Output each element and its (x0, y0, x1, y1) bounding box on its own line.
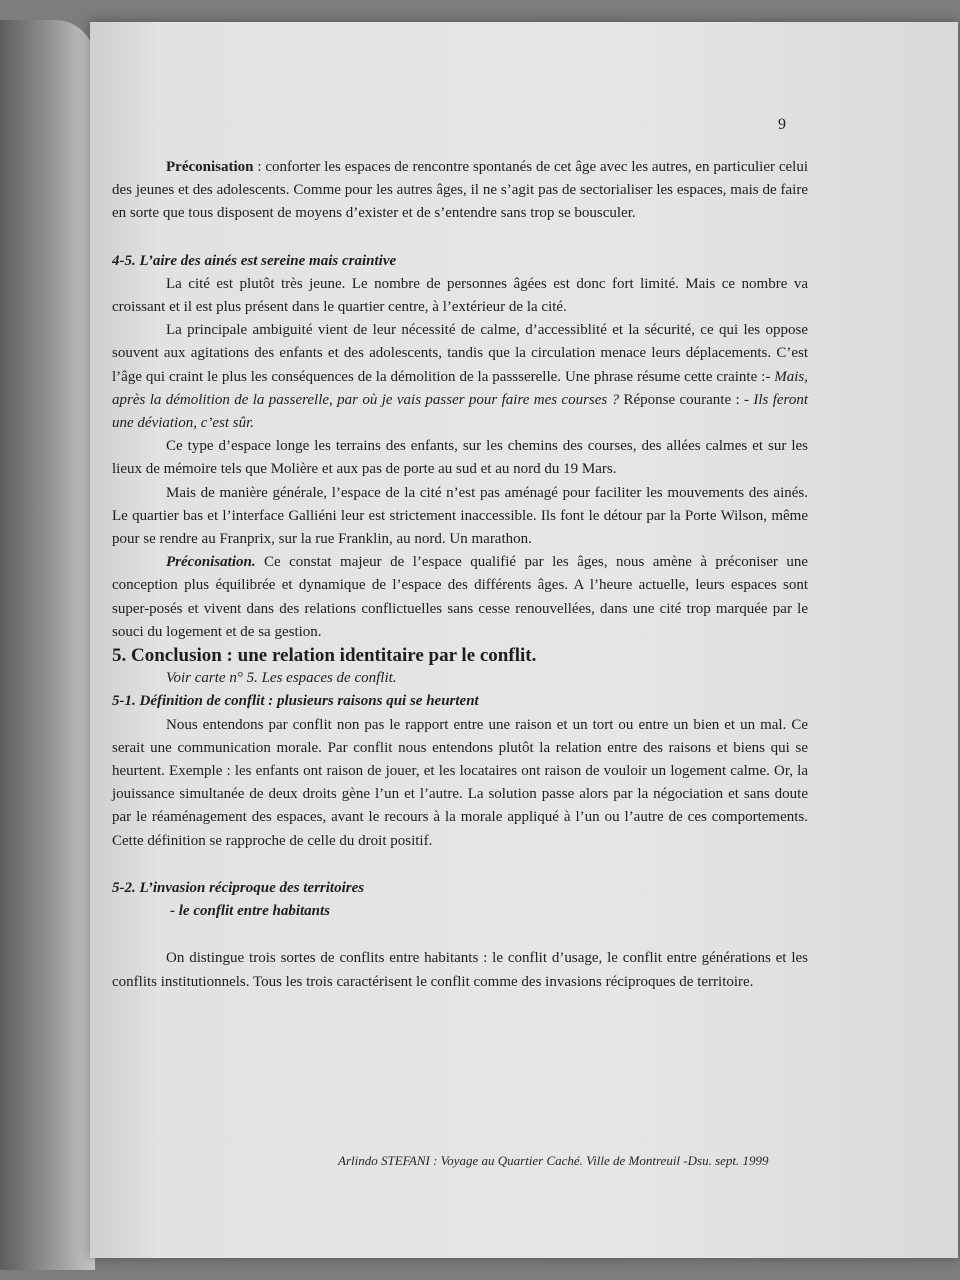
section-5-2-bullet: - le conflit entre habitants (170, 903, 331, 920)
para2-reply: Réponse courante : - (619, 391, 754, 408)
section-4-5-paragraph-2 (112, 319, 808, 435)
section-5-2-paragraph: On distingue trois sortes de conflits entre habitants : le conflit d’usage, le conflit entre générations et les conflits institutionnels. Tous les trois caractérisent le conflit comme des invasions réciproques de territoire. (112, 950, 808, 990)
preconisation-text: : conforter les espaces de rencontre spontanés de cet âge avec les autres, en particulier celui des jeunes et des adolescents. Comme pour les autres âges, il ne s’agit pas de sectorialiser les espaces, mais de faire en sorte que tous disposent de moyens d’exister et de s’entendre sans trop se bousculer. (112, 159, 808, 222)
page-content (112, 156, 808, 994)
section-5-1-paragraph: Nous entendons par conflit non pas le rapport entre une raison et un tort ou entre un bien et un mal. Ce serait une communication morale. Par conflit nous entendons plutôt la relation entre des raisons et biens qui se heurtent. Exemple : les enfants ont raison de jouer, et les locataires ont raison de vouloir un logement calme. Or, la jouissance simultanée de deux droits gène l’un et l’autre. La solution passe alors par la négociation et sans doute par le réaménagement des espaces, avant le recours à la morale appliqué à l’un ou l’autre de ces comportements. Cette définition se rapproche de celle du droit positif. (112, 716, 808, 849)
section-4-5-heading: 4-5. L’aire des ainés est sereine mais craintive (112, 252, 397, 269)
section-4-5-paragraph-3: Ce type d’espace longe les terrains des enfants, sur les chemins des courses, des allées calmes et sur les lieux de mémoire tels que Molière et aux pas de porte au sud et au nord du 19 Mars. (112, 438, 808, 478)
para2-text: La principale ambiguité vient de leur nécessité de calme, d’accessiblité et la sécurité, ce qui les oppose souvent aux agitations des enfants et des adolescents, tandis que la circulation menace leurs déplacements. C’est l’âge qui craint le plus les conséquences de la démolition de la passserelle. Une phrase résume cette crainte :- (112, 322, 808, 385)
section-5-heading: 5. Conclusion : une relation identitaire par le conflit. (112, 645, 537, 667)
section-4-5-paragraph-4: Mais de manière générale, l’espace de la cité n’est pas aménagé pour faciliter les mouvements des ainés. Le quartier bas et l’interface Galliéni leur est strictement inaccessible. Ils font le détour par la Porte Wilson, même pour se rendre au Franprix, sur la rue Franklin, au nord. Un marathon. (112, 484, 808, 548)
page-number: 9 (778, 116, 786, 133)
section-5-1-heading: 5-1. Définition de conflit : plusieurs raisons qui se heurtent (112, 693, 479, 710)
section-5-2-heading: 5-2. L’invasion réciproque des territoires (112, 879, 365, 896)
para2-quote: Mais, après la démolition de la passerelle, par où je vais passer pour faire mes courses ? (112, 368, 808, 408)
preconisation-label-2: Préconisation. (166, 554, 256, 571)
map-reference: Voir carte n° 5. Les espaces de conflit. (166, 670, 397, 687)
preconisation-label: Préconisation (166, 159, 254, 175)
para5-text: Ce constat majeur de l’espace qualifié par les âges, nous amène à préconiser une conception plus équilibrée et dynamique de l’espace des différents âges. A l’heure actuelle, leurs espaces sont super-posés et vivent dans des relations conflictuelles sans cesse renouvellées, dans une cité trop marquée par le souci du logement et de sa gestion. (112, 554, 808, 640)
para2-answer: Ils feront une déviation, c’est sûr. (112, 391, 808, 432)
page-footer: Arlindo STEFANI : Voyage au Quartier Caché. Ville de Montreuil -Dsu. sept. 1999 (338, 1153, 769, 1168)
section-4-5-paragraph-5 (112, 551, 808, 644)
preconisation-paragraph (112, 156, 808, 226)
previous-page-edge (0, 20, 95, 1270)
section-4-5-paragraph-1: La cité est plutôt très jeune. Le nombre de personnes âgées est donc fort limité. Mais ce nombre va croissant et il est plus présent dans le quartier centre, à l’extérieur de la cité. (112, 275, 808, 316)
